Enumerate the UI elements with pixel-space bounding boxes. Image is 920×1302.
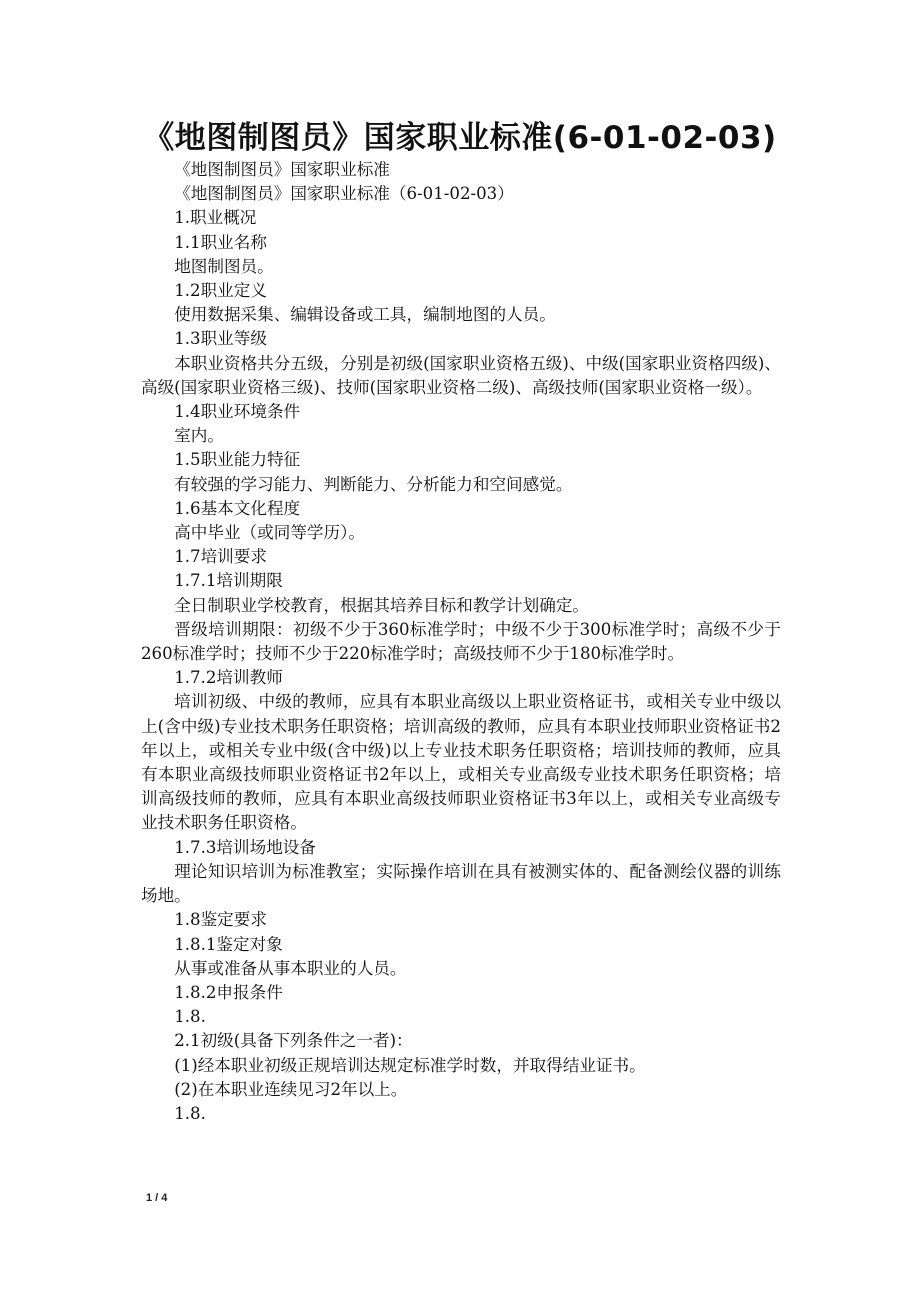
paragraph: 本职业资格共分五级，分别是初级(国家职业资格五级)、中级(国家职业资格四级)、高级(国家职业资格三级)、技师(国家职业资格二级)、高级技师(国家职业资格一级）。 — [141, 353, 781, 397]
paragraph: 1.8. — [174, 1007, 206, 1027]
paragraph: 使用数据采集、编辑设备或工具，编制地图的人员。 — [174, 305, 556, 325]
paragraph: 地图制图员。 — [174, 256, 274, 276]
paragraph: 1.8. — [174, 1103, 206, 1123]
paragraph: 1.4职业环境条件 — [174, 402, 301, 422]
paragraph: 1.8鉴定要求 — [174, 910, 267, 930]
paragraph: 1.7.2培训教师 — [174, 668, 283, 688]
paragraph: (1)经本职业初级正规培训达规定标准学时数，并取得结业证书。 — [174, 1055, 646, 1075]
page-indicator: 1 / 4 — [146, 1192, 168, 1204]
paragraph: (2)在本职业连续见习2年以上。 — [174, 1079, 408, 1099]
document-title: 《地图制图员》国家职业标准(6-01-02-03) — [143, 120, 777, 156]
paragraph: 理论知识培训为标准教室；实际操作培训在具有被测实体的、配备测绘仪器的训练场地。 — [141, 861, 781, 906]
paragraph: 室内。 — [174, 426, 224, 446]
paragraph: 1.7.3培训场地设备 — [174, 837, 316, 857]
paragraph: 全日制职业学校教育，根据其培养目标和教学计划确定。 — [174, 595, 590, 615]
paragraph: 2.1初级(具备下列条件之一者)： — [174, 1031, 413, 1051]
paragraph: 培训初级、中级的教师，应具有本职业高级以上职业资格证书，或相关专业中级以上(含中级)专业技术职务任职资格；培训高级的教师，应具有本职业技师职业资格证书2年以上，或相关专业中级(含中级)以上专业技术职务任职资格；培训技师的教师，应具有本职业高级技师职业资格证书2年以上，或相关专业高级专业技术职务任职资格；培训高级技师的教师，应具有本职业高级技师职业资格证书3年以上，或相关专业高级专业技术职务任职资格。 — [141, 692, 781, 833]
paragraph: 1.8.2申报条件 — [174, 982, 283, 1002]
paragraph: 晋级培训期限：初级不少于360标准学时；中级不少于300标准学时；高级不少于260标准学时；技师不少于220标准学时；高级技师不少于180标准学时。 — [141, 619, 781, 664]
paragraph: 1.1职业名称 — [174, 232, 267, 252]
document-body — [141, 158, 781, 1126]
paragraph: 1.职业概况 — [174, 208, 257, 228]
paragraph: 高中毕业（或同等学历）。 — [174, 523, 366, 543]
paragraph: 《地图制图员》国家职业标准 — [174, 160, 390, 179]
paragraph: 1.5职业能力特征 — [174, 450, 301, 470]
paragraph: 1.8.1鉴定对象 — [174, 934, 283, 954]
paragraph: 1.3职业等级 — [174, 329, 267, 349]
paragraph: 1.2职业定义 — [174, 281, 267, 301]
paragraph: 1.6基本文化程度 — [174, 498, 301, 518]
paragraph: 从事或准备从事本职业的人员。 — [174, 958, 407, 978]
paragraph: 1.7培训要求 — [174, 547, 267, 567]
paragraph: 有较强的学习能力、判断能力、分析能力和空间感觉。 — [174, 474, 573, 494]
paragraph: 1.7.1培训期限 — [174, 571, 283, 591]
paragraph: 《地图制图员》国家职业标准（6-01-02-03） — [174, 184, 514, 204]
